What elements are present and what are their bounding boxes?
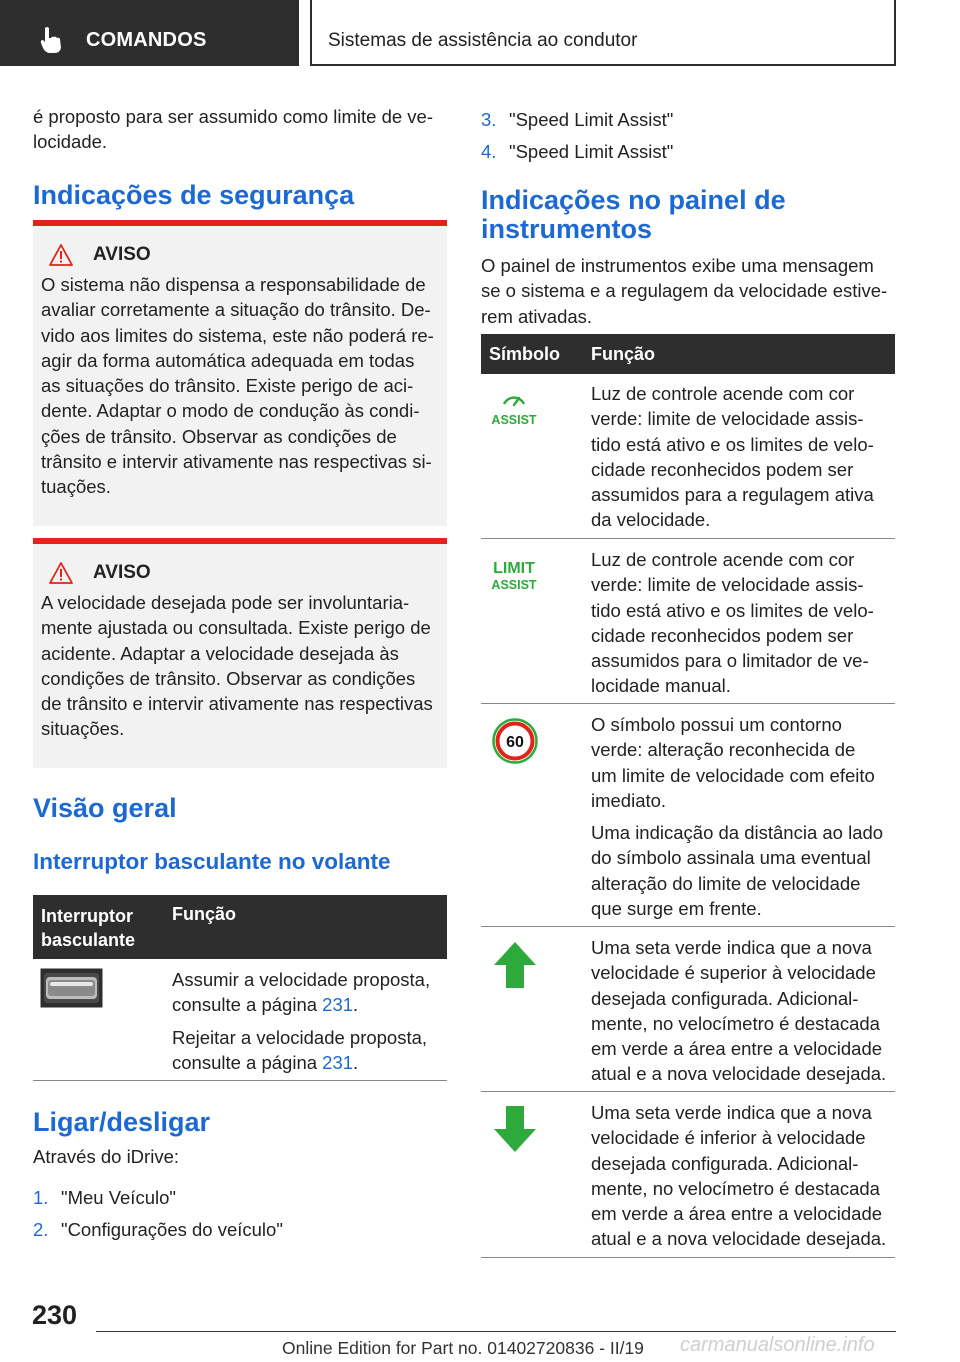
function-line: mente, no velocímetro é destacada xyxy=(591,1012,880,1034)
function-text: consulte a página xyxy=(172,994,323,1016)
function-line: O símbolo possui um contorno xyxy=(591,714,842,735)
speed-value: 60 xyxy=(506,734,524,751)
warning-line: A velocidade desejada pode ser involuntaria- xyxy=(41,592,410,613)
symbol-function-cell xyxy=(591,547,891,699)
function-text: consulte a página xyxy=(172,1051,323,1073)
function-col-header: Função xyxy=(591,344,656,364)
assist-speedometer-icon xyxy=(490,390,538,428)
footer-divider xyxy=(96,1331,896,1332)
warning-box-2 xyxy=(33,538,447,768)
function-line: mente, no velocímetro é destacada xyxy=(591,1177,880,1199)
switch-function-cell xyxy=(172,967,444,1075)
table-divider xyxy=(481,538,895,539)
symbol-col-header: Símbolo xyxy=(489,344,560,364)
list-item xyxy=(481,104,895,136)
function-line: da velocidade. xyxy=(591,509,711,531)
warning-title: AVISO xyxy=(93,244,151,265)
function-line: verde: limite de velocidade assis- xyxy=(591,574,864,596)
warning-line: trânsito e intervir ativamente nas respectivas si- xyxy=(41,451,432,473)
function-line: cidade reconhecidos podem ser xyxy=(591,624,854,646)
list-item xyxy=(33,1182,447,1214)
warning-line: mente ajustada ou consultada. Existe perigo de xyxy=(41,617,431,639)
function-line: atual e a nova velocidade desejada. xyxy=(591,1063,887,1085)
onoff-intro: Através do iDrive: xyxy=(33,1146,179,1167)
limit-label: LIMIT xyxy=(493,560,535,577)
intro-line: é proposto para ser assumido como limite de ve- xyxy=(33,106,433,127)
rocker-switch-icon xyxy=(40,968,103,1008)
limit-assist-icon xyxy=(490,558,538,594)
table-divider xyxy=(481,1091,895,1092)
warning-line: agir da forma automática adequada em todas xyxy=(41,349,415,371)
table-divider xyxy=(481,1257,895,1258)
warning-header xyxy=(49,562,437,584)
function-line: em verde a área entre a velocidade xyxy=(591,1038,883,1060)
function-line: Rejeitar a velocidade proposta, xyxy=(172,1026,428,1048)
step-number: 1. xyxy=(33,1187,49,1208)
function-line: tido está ativo e os limites de velo- xyxy=(591,599,874,621)
warning-triangle-icon xyxy=(49,562,73,584)
switch-table-header xyxy=(33,895,447,959)
step-number: 4. xyxy=(481,141,497,162)
function-line: em verde a área entre a velocidade xyxy=(591,1203,883,1225)
panel-heading xyxy=(481,186,786,244)
warning-line: avaliar corretamente a situação do trânsito. De- xyxy=(41,299,431,321)
onoff-heading: Ligar/desligar xyxy=(33,1107,211,1137)
function-line: tido está ativo e os limites de velo- xyxy=(591,433,874,455)
function-line: Luz de controle acende com cor xyxy=(591,549,855,570)
function-line: do símbolo assinala uma eventual xyxy=(591,847,871,869)
footer-edition: Online Edition for Part no. 01402720836 - II/19 xyxy=(282,1338,644,1358)
function-line: verde: limite de velocidade assis- xyxy=(591,408,864,430)
function-line: Uma seta verde indica que a nova xyxy=(591,1102,872,1123)
symbol-function-cell xyxy=(591,1100,891,1252)
panel-heading-line: instrumentos xyxy=(481,214,653,244)
function-line: desejada configurada. Adicional- xyxy=(591,1152,859,1174)
step-number: 2. xyxy=(33,1219,49,1240)
warning-box-1 xyxy=(33,220,447,526)
steps-list-left xyxy=(33,1182,447,1246)
panel-intro-line: O painel de instrumentos exibe uma mensagem xyxy=(481,255,874,276)
symbol-function-cell xyxy=(591,935,891,1087)
symbol-function-cell xyxy=(591,381,891,533)
page-number: 230 xyxy=(32,1300,78,1330)
page-link-231[interactable]: 231 xyxy=(322,1051,354,1073)
safety-heading: Indicações de segurança xyxy=(33,180,355,210)
warning-line: de trânsito e intervir ativamente nas respectivas xyxy=(41,693,433,715)
function-line: Uma indicação da distância ao lado xyxy=(591,822,884,844)
panel-intro-line: se o sistema e a regulagem da velocidade estive- xyxy=(481,280,888,302)
function-line: consulte a página 231. xyxy=(172,1051,359,1073)
function-line: Uma seta verde indica que a nova xyxy=(591,937,872,958)
function-line: Assumir a velocidade proposta, xyxy=(172,969,431,990)
panel-intro-line: rem ativadas. xyxy=(481,305,593,327)
header-section-tab xyxy=(0,0,299,66)
function-col-header: Função xyxy=(172,904,237,924)
function-line: assumidos para a regulagem ativa xyxy=(591,484,874,506)
switch-col-header-line: Interruptor xyxy=(41,906,133,926)
speed-sign-60-icon xyxy=(492,718,538,764)
switch-col-header-line: basculante xyxy=(41,930,136,950)
warning-line: condições de trânsito. Observar as condições xyxy=(41,667,416,689)
step-text: "Speed Limit Assist" xyxy=(509,141,674,162)
warning-line: acidente. Adaptar a velocidade desejada às xyxy=(41,642,399,664)
header-section-label: COMANDOS xyxy=(86,29,207,51)
warning-line: dente. Adaptar o modo de condução às condi- xyxy=(41,400,420,422)
table-divider xyxy=(33,1080,447,1081)
steps-list-right xyxy=(481,104,895,168)
function-line: atual e a nova velocidade desejada. xyxy=(591,1228,887,1250)
pointing-hand-icon xyxy=(38,26,64,54)
switch-col-header xyxy=(41,904,135,952)
intro-line: locidade. xyxy=(33,131,108,153)
list-item xyxy=(481,136,895,168)
function-line: velocidade é superior à velocidade xyxy=(591,962,876,984)
function-line: locidade manual. xyxy=(591,675,731,697)
switch-heading: Interruptor basculante no volante xyxy=(33,849,391,874)
function-line: um limite de velocidade com efeito xyxy=(591,764,875,786)
warning-line: O sistema não dispensa a responsabilidade de xyxy=(41,274,426,295)
step-text: "Configurações do veículo" xyxy=(61,1219,283,1240)
page-link-231[interactable]: 231 xyxy=(322,994,354,1016)
header-title: Sistemas de assistência ao condutor xyxy=(328,30,638,51)
warning-line: ções de trânsito. Observar as condições de xyxy=(41,425,397,447)
green-arrow-up-icon xyxy=(493,941,537,989)
function-line: desejada configurada. Adicional- xyxy=(591,987,859,1009)
footer-watermark: carmanualsonline.info xyxy=(680,1334,875,1356)
function-line: imediato. xyxy=(591,789,667,811)
function-line: Luz de controle acende com cor xyxy=(591,383,855,404)
table-divider xyxy=(481,926,895,927)
warning-line: tuações. xyxy=(41,476,111,498)
step-number: 3. xyxy=(481,109,497,130)
warning-line: situações. xyxy=(41,718,125,740)
list-item xyxy=(33,1214,447,1246)
step-text: "Meu Veículo" xyxy=(61,1187,176,1208)
intro-text xyxy=(33,104,447,155)
function-line: que surge em frente. xyxy=(591,898,762,920)
overview-heading: Visão geral xyxy=(33,793,177,823)
warning-text xyxy=(41,272,437,500)
warning-line: vido aos limites do sistema, este não poderá re- xyxy=(41,324,434,346)
assist-label: ASSIST xyxy=(491,578,537,592)
function-line: alteração do limite de velocidade xyxy=(591,872,861,894)
green-arrow-down-icon xyxy=(493,1105,537,1153)
warning-header xyxy=(49,244,437,266)
function-line: cidade reconhecidos podem ser xyxy=(591,458,854,480)
function-line: consulte a página 231. xyxy=(172,994,359,1016)
assist-label: ASSIST xyxy=(491,413,537,427)
symbol-table-header xyxy=(481,334,895,374)
header-title-box xyxy=(310,0,896,66)
warning-text xyxy=(41,590,437,742)
symbol-function-cell xyxy=(591,712,891,921)
step-text: "Speed Limit Assist" xyxy=(509,109,674,130)
table-divider xyxy=(481,703,895,704)
warning-title: AVISO xyxy=(93,562,151,583)
function-line: assumidos para o limitador de ve- xyxy=(591,650,869,672)
panel-intro xyxy=(481,253,895,329)
warning-line: as situações do trânsito. Existe perigo de aci- xyxy=(41,375,414,397)
function-line: velocidade é inferior à velocidade xyxy=(591,1127,866,1149)
function-line: verde: alteração reconhecida de xyxy=(591,739,856,761)
panel-heading-line: Indicações no painel de xyxy=(481,185,786,215)
warning-triangle-icon xyxy=(49,244,73,266)
